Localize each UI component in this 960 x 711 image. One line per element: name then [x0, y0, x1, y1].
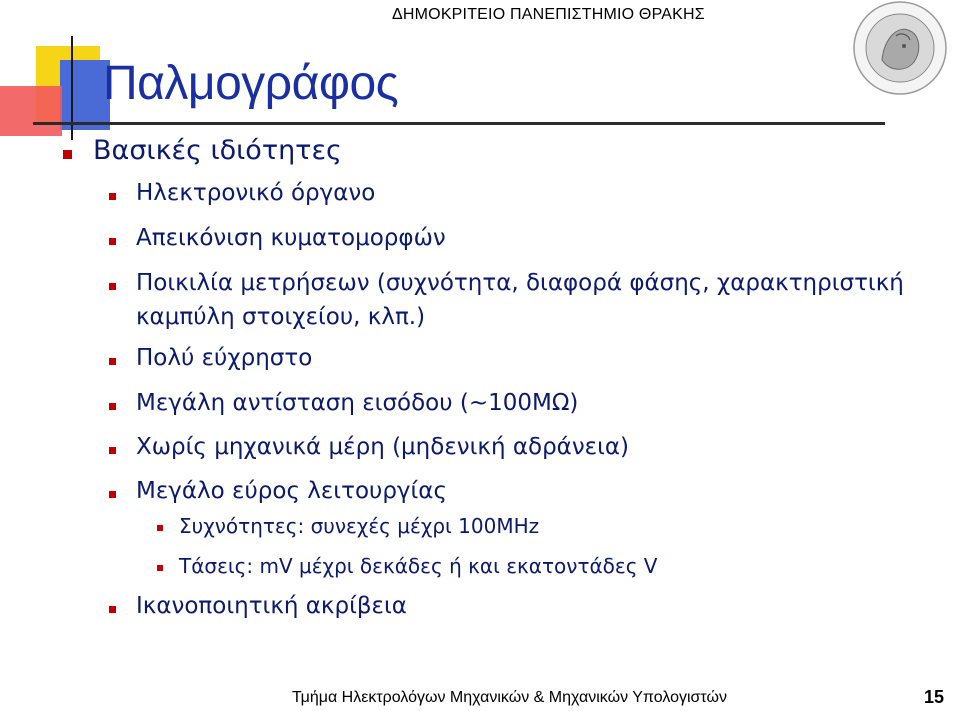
list-item-continuation: καμπύλη στοιχείου, κλπ.)	[136, 304, 426, 330]
title-divider	[33, 122, 885, 125]
bullet-icon	[109, 238, 116, 245]
bullet-icon	[63, 150, 72, 159]
list-item: Ποικιλία μετρήσεων (συχνότητα, διαφορά φάσης, χαρακτηριστική	[136, 270, 904, 296]
sub-list-item: Τάσεις: mV μέχρι δεκάδες ή και εκατοντάδες V	[179, 554, 658, 578]
list-item: Χωρίς μηχανικά μέρη (μηδενική αδράνεια)	[136, 434, 630, 460]
list-item: Πολύ εύχρηστο	[136, 345, 313, 371]
bullet-icon	[109, 193, 116, 200]
list-item: Μεγάλο εύρος λειτουργίας	[136, 478, 447, 504]
bullet-icon	[109, 491, 116, 498]
university-name: ΔΗΜΟΚΡΙΤΕΙΟ ΠΑΝΕΠΙΣΤΗΜΙΟ ΘΡΑΚΗΣ	[392, 6, 705, 23]
list-item: Ικανοποιητική ακρίβεια	[136, 593, 407, 619]
page-number: 15	[924, 687, 945, 707]
department-footer: Τμήμα Ηλεκτρολόγων Μηχανικών & Μηχανικών Υπολογιστών	[292, 689, 727, 706]
section-heading: Βασικές ιδιότητες	[93, 135, 342, 166]
list-item: Μεγάλη αντίσταση εισόδου (~100ΜΩ)	[136, 390, 579, 416]
list-item: Απεικόνιση κυματομορφών	[136, 225, 446, 251]
bullet-icon	[109, 403, 116, 410]
slide-title: Παλμογράφος	[103, 57, 399, 110]
bullet-icon	[109, 283, 116, 290]
sub-list-item: Συχνότητες: συνεχές μέχρι 100MHz	[179, 514, 540, 538]
bullet-icon	[109, 606, 116, 613]
bullet-icon	[109, 447, 116, 454]
list-item: Ηλεκτρονικό όργανο	[136, 180, 376, 206]
university-seal-icon	[842, 0, 960, 100]
bullet-icon	[109, 358, 116, 365]
decorative-squares	[0, 0, 120, 150]
bullet-icon	[157, 565, 163, 571]
bullet-icon	[157, 525, 163, 531]
